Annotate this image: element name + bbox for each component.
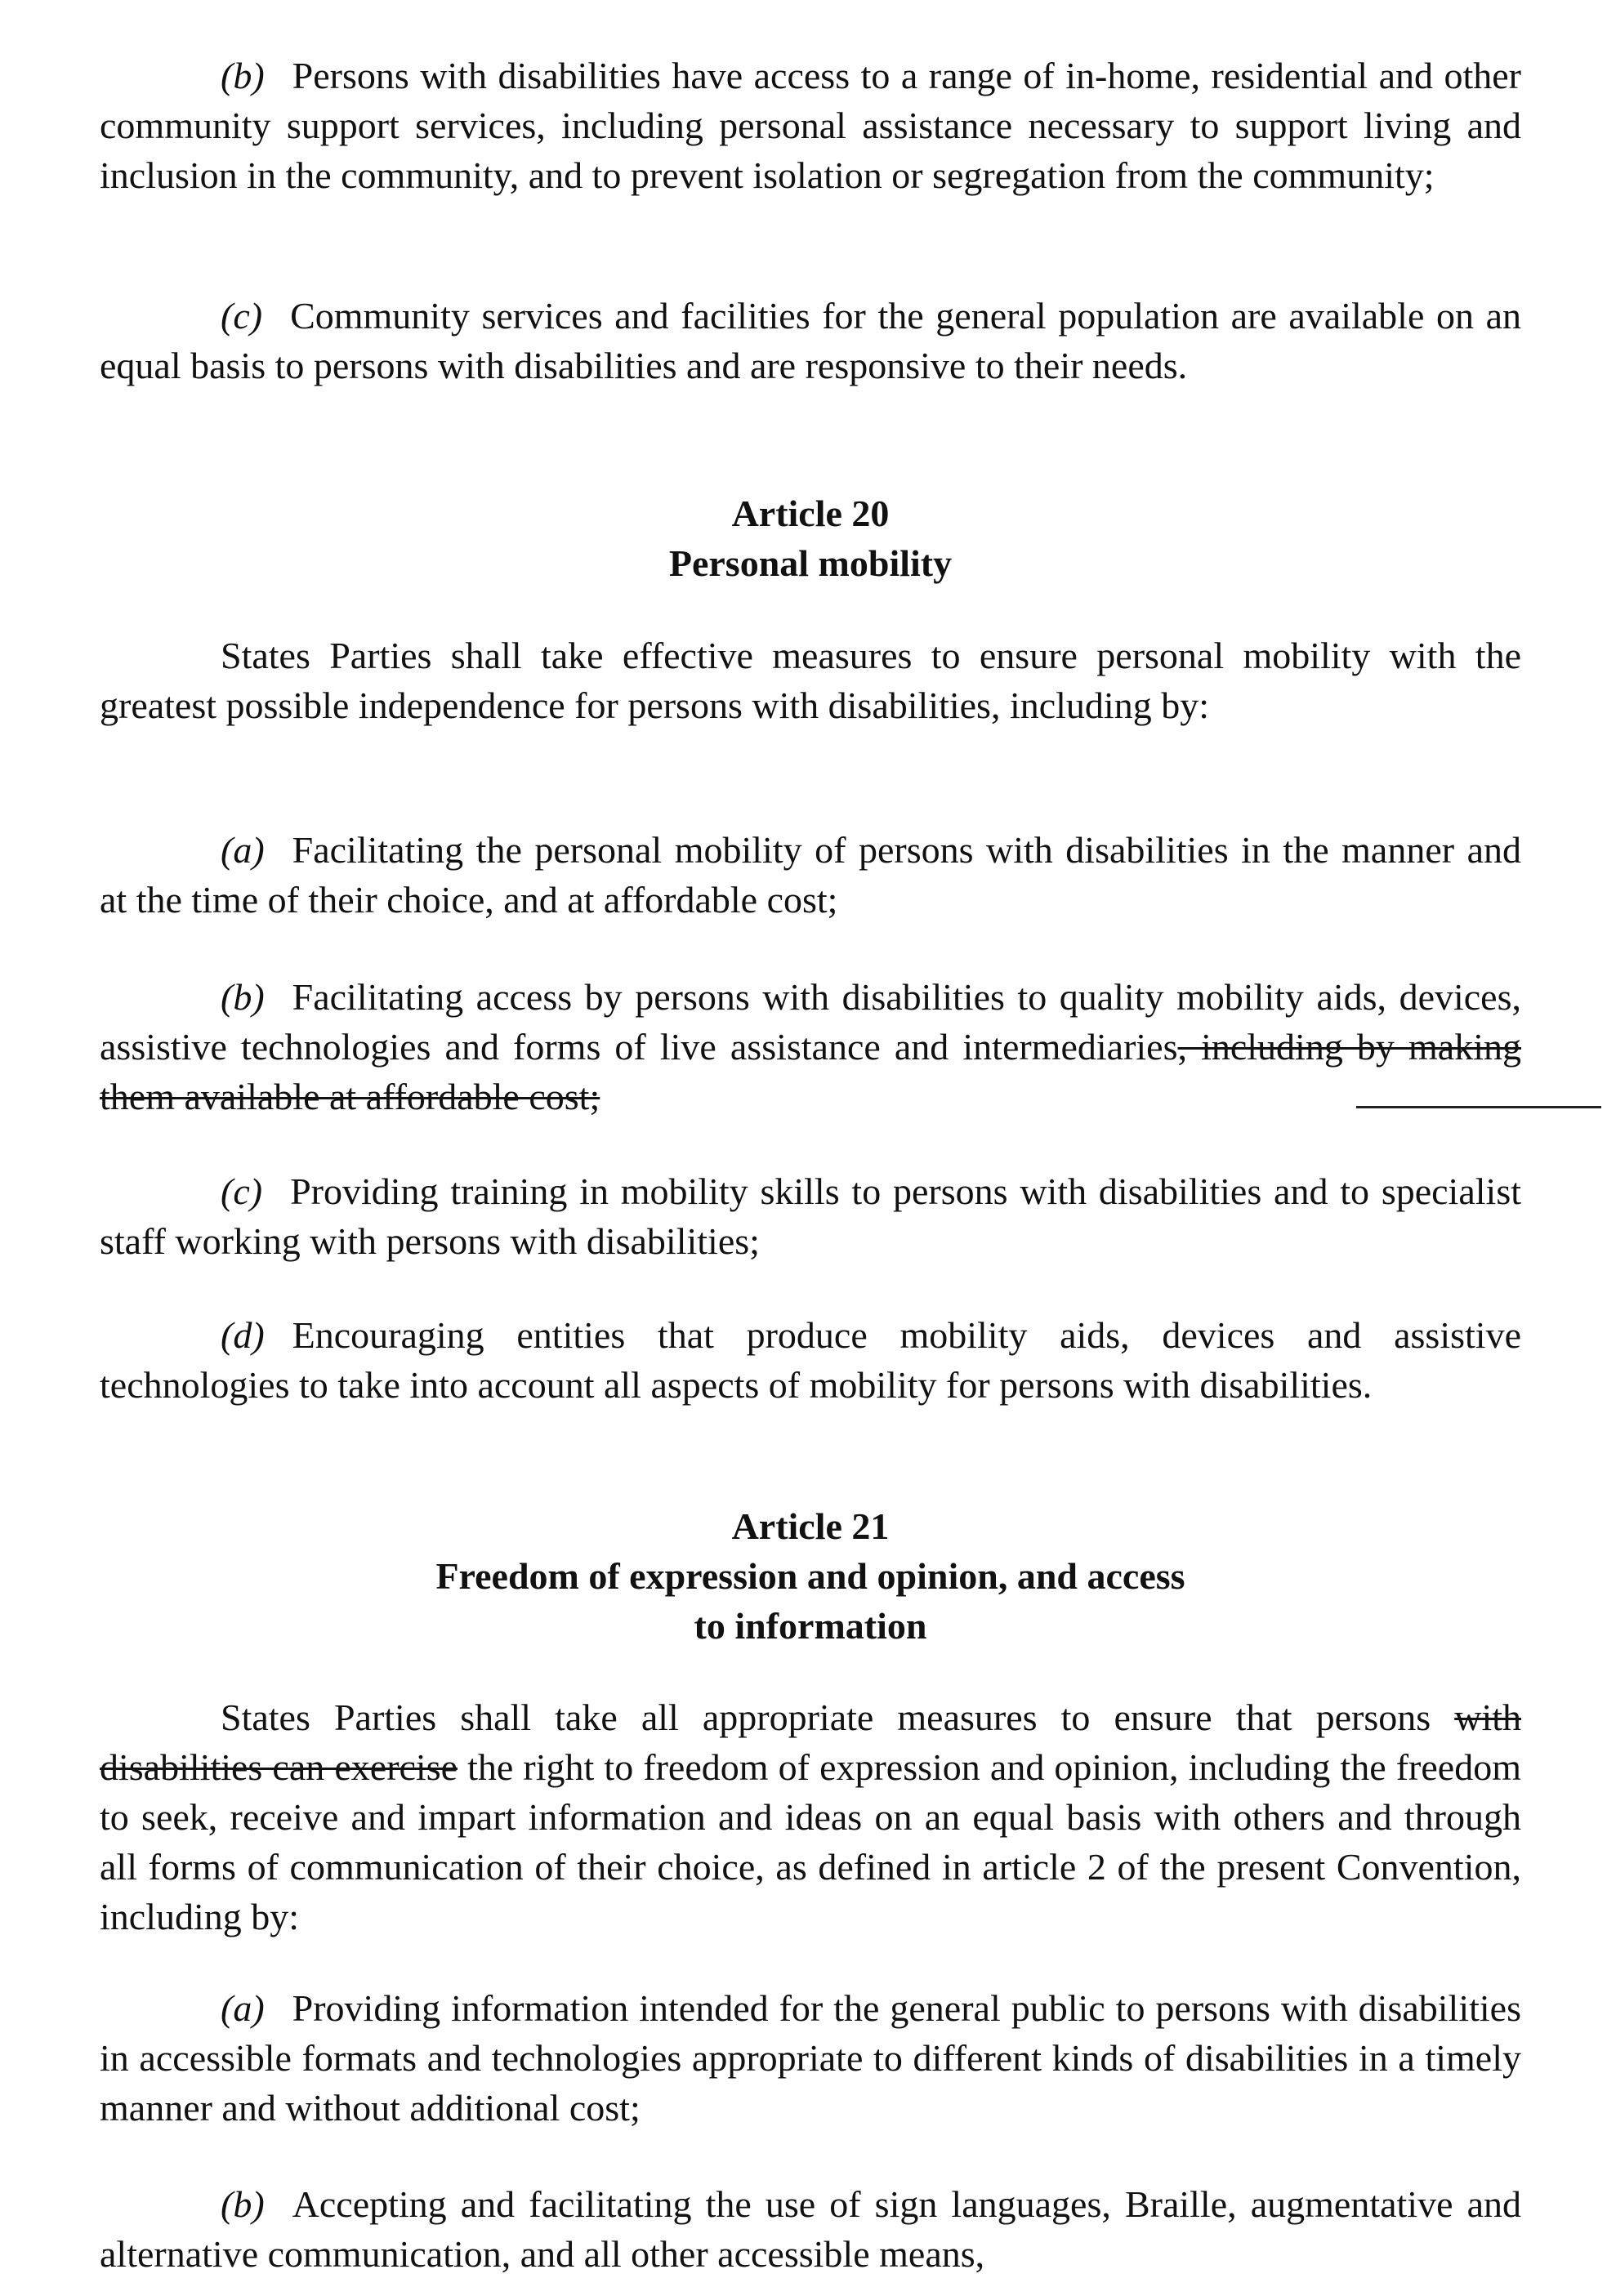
article21-intro: [100, 1692, 1521, 1942]
article21-title-line2: to information: [694, 1605, 927, 1647]
struck-text: with disabilities can exercise: [100, 1696, 1521, 1788]
article21-title-line1: Freedom of expression and opinion, and access: [435, 1555, 1185, 1597]
item-label: (a): [221, 1987, 265, 2029]
article19-item-b: [100, 51, 1521, 200]
article21-item-a: [100, 1983, 1521, 2133]
item-text: Facilitating access by persons with disabilities to quality mobility aids, devices, assistive technologies and forms of live assistance and intermediaries: [100, 976, 1521, 1068]
article20-title: Personal mobility: [668, 542, 953, 584]
item-text: Encouraging entities that produce mobility aids, devices and assistive technologies to take into account all aspects of mobility for persons with disabilities.: [100, 1314, 1521, 1406]
item-label: (d): [221, 1314, 265, 1356]
article20-number: Article 20: [731, 493, 890, 534]
intro-text-after: the right to freedom of expression and opinion, including the freedom to seek, receive and impart information and ideas on an equal basis with others and through all forms of communication of their choice, as defined in article 2 of the present Convention, including by:: [100, 1746, 1521, 1937]
item-label: (a): [221, 829, 265, 871]
item-text: Facilitating the personal mobility of persons with disabilities in the manner and at the time of their choice, and at affordable cost;: [100, 829, 1521, 921]
article20-intro: States Parties shall take effective measures to ensure personal mobility with the greatest possible independence for persons with disabilities, including by:: [100, 635, 1521, 726]
article20-item-c: [100, 1166, 1521, 1266]
item-label: (b): [221, 2183, 265, 2225]
article21-number: Article 21: [731, 1505, 890, 1547]
item-label: (c): [221, 1170, 263, 1212]
item-label: (c): [221, 295, 263, 337]
item-text: Providing information intended for the general public to persons with disabilities in accessible formats and technologies appropriate to different kinds of disabilities in a timely manner and without additional cost;: [100, 1987, 1521, 2129]
item-label: (b): [221, 55, 265, 96]
intro-text-before: States Parties shall take all appropriate measures to ensure that persons: [221, 1696, 1455, 1738]
item-text: Persons with disabilities have access to a range of in-home, residential and other community support services, including personal assistance necessary to support living and inclusion in the community, and to prevent isolation or segregation from the community;: [100, 55, 1521, 196]
item-text: Accepting and facilitating the use of sign languages, Braille, augmentative and alternative communication, and all other accessible means,: [100, 2183, 1521, 2275]
item-label: (b): [221, 976, 265, 1018]
article19-item-c: [100, 291, 1521, 390]
struck-text: , including by making them available at affordable cost;: [100, 1026, 1521, 1117]
strike-rule: [1356, 1106, 1601, 1108]
item-text: Community services and facilities for the general population are available on an equal basis to persons with disabilities and are responsive to their needs.: [100, 295, 1521, 386]
item-text: Providing training in mobility skills to persons with disabilities and to specialist staff working with persons with disabilities;: [100, 1170, 1521, 1262]
article21-item-b: [100, 2179, 1521, 2279]
article20-item-a: [100, 825, 1521, 925]
article20-item-b: [100, 972, 1521, 1121]
article20-item-d: [100, 1310, 1521, 1410]
